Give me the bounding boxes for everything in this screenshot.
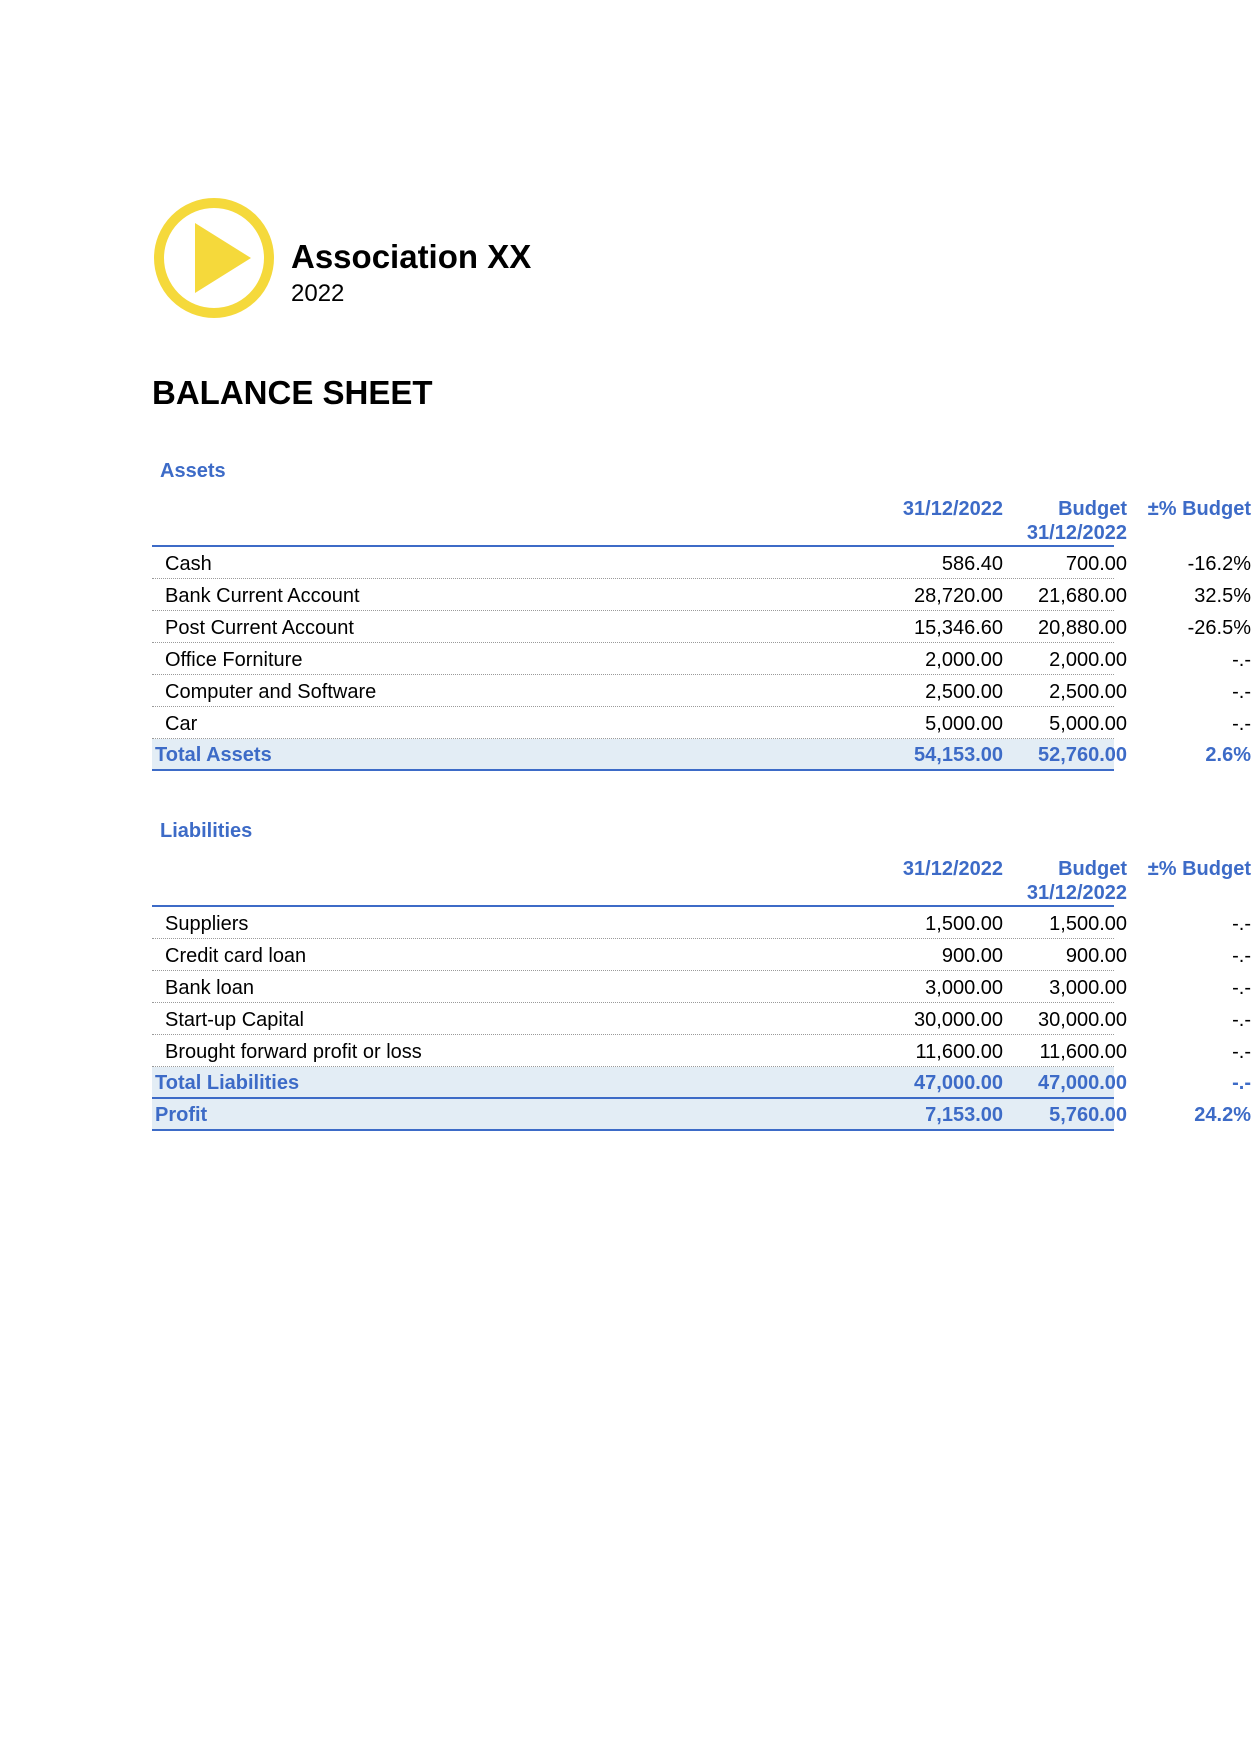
table-row: [152, 579, 1251, 611]
row-label: Brought forward profit or loss: [165, 1041, 422, 1063]
row-budget: 1,500.00: [1049, 913, 1127, 935]
row-label: Start-up Capital: [165, 1009, 304, 1031]
row-label: Computer and Software: [165, 681, 377, 703]
table-row: [152, 643, 1251, 675]
row-budget: 11,600.00: [1039, 1041, 1127, 1063]
row-actual: 1,500.00: [925, 913, 1003, 935]
liabilities-section-title: Liabilities: [160, 820, 253, 842]
column-header-budget-line2: 31/12/2022: [1026, 522, 1127, 544]
total-actual: 47,000.00: [914, 1072, 1003, 1094]
column-header-budget-line2: 31/12/2022: [1026, 882, 1127, 904]
total-liabilities-row: [152, 1067, 1251, 1099]
row-budget: 30,000.00: [1038, 1009, 1127, 1031]
row-actual: 2,000.00: [925, 649, 1003, 671]
total-budget: 52,760.00: [1038, 744, 1127, 766]
column-header-budget-line1: Budget: [1058, 498, 1127, 520]
row-label: Bank Current Account: [165, 585, 360, 607]
table-row: [152, 675, 1251, 707]
row-variance: -.-: [1232, 681, 1251, 703]
report-year: 2022: [291, 280, 345, 307]
row-actual: 586.40: [941, 553, 1003, 575]
profit-budget: 5,760.00: [1049, 1104, 1127, 1126]
profit-label: Profit: [155, 1104, 208, 1126]
row-budget: 900.00: [1065, 945, 1127, 967]
table-row: [152, 939, 1251, 971]
row-variance: -.-: [1232, 1009, 1251, 1031]
table-row: [152, 611, 1251, 643]
row-budget: 2,000.00: [1049, 649, 1127, 671]
page-title: BALANCE SHEET: [152, 374, 433, 411]
assets-table: [152, 547, 1251, 771]
column-header-budget-line1: Budget: [1058, 858, 1127, 880]
liabilities-column-headers: [152, 857, 1251, 907]
row-actual: 900.00: [941, 945, 1003, 967]
row-variance: -.-: [1232, 977, 1251, 999]
row-label: Cash: [165, 553, 212, 575]
liabilities-table: [152, 907, 1251, 1131]
row-label: Office Forniture: [165, 649, 303, 671]
total-label: Total Liabilities: [155, 1072, 300, 1094]
profit-actual: 7,153.00: [925, 1104, 1003, 1126]
row-actual: 15,346.60: [914, 617, 1003, 639]
row-actual: 3,000.00: [925, 977, 1003, 999]
row-budget: 2,500.00: [1049, 681, 1127, 703]
row-actual: 5,000.00: [925, 713, 1003, 735]
total-actual: 54,153.00: [914, 744, 1003, 766]
row-actual: 30,000.00: [914, 1009, 1003, 1031]
total-variance: -.-: [1232, 1072, 1251, 1094]
row-label: Bank loan: [165, 977, 254, 999]
row-variance: -.-: [1232, 913, 1251, 935]
table-row: [152, 1035, 1251, 1067]
row-variance: -16.2%: [1187, 553, 1251, 575]
row-variance: -.-: [1232, 945, 1251, 967]
column-header-variance: ±% Budget: [1147, 498, 1251, 520]
row-label: Post Current Account: [165, 617, 354, 639]
row-budget: 3,000.00: [1049, 977, 1127, 999]
table-row: [152, 907, 1251, 939]
table-row: [152, 1003, 1251, 1035]
row-variance: -26.5%: [1187, 617, 1251, 639]
profit-row: [152, 1099, 1251, 1131]
row-actual: 28,720.00: [914, 585, 1003, 607]
row-budget: 5,000.00: [1049, 713, 1127, 735]
row-actual: 11,600.00: [915, 1041, 1003, 1063]
profit-variance: 24.2%: [1194, 1104, 1251, 1126]
total-variance: 2.6%: [1205, 744, 1251, 766]
organization-name: Association XX: [291, 238, 532, 275]
assets-column-headers: [152, 497, 1251, 547]
row-variance: 32.5%: [1194, 585, 1251, 607]
table-row: [152, 707, 1251, 739]
row-label: Car: [165, 713, 198, 735]
row-budget: 20,880.00: [1038, 617, 1127, 639]
column-header-actual: 31/12/2022: [902, 498, 1003, 520]
row-label: Suppliers: [165, 913, 249, 935]
total-assets-row: [152, 739, 1251, 771]
logo-play-icon: [153, 197, 275, 319]
row-budget: 21,680.00: [1038, 585, 1127, 607]
assets-section-title: Assets: [160, 460, 226, 482]
row-variance: -.-: [1232, 649, 1251, 671]
row-label: Credit card loan: [165, 945, 307, 967]
row-actual: 2,500.00: [925, 681, 1003, 703]
row-variance: -.-: [1232, 713, 1251, 735]
table-row: [152, 547, 1251, 579]
column-header-variance: ±% Budget: [1147, 858, 1251, 880]
total-budget: 47,000.00: [1038, 1072, 1127, 1094]
row-variance: -.-: [1232, 1041, 1251, 1063]
total-label: Total Assets: [155, 744, 272, 766]
row-budget: 700.00: [1065, 553, 1127, 575]
table-row: [152, 971, 1251, 1003]
column-header-actual: 31/12/2022: [902, 858, 1003, 880]
